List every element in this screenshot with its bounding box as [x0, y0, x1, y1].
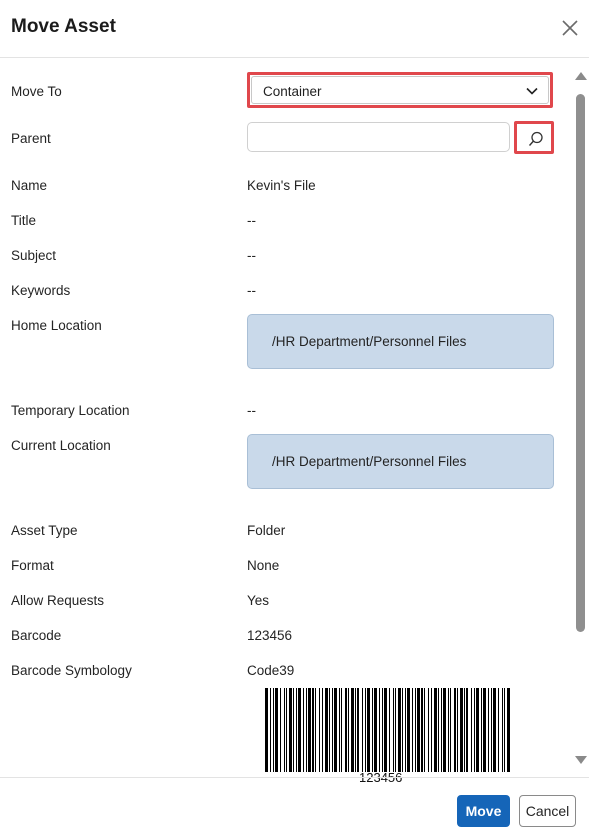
move-to-value: Container [263, 84, 322, 99]
move-to-select-field [251, 76, 549, 104]
barcode-caption: 123456 [359, 770, 403, 785]
current-location-label: Current Location [11, 438, 111, 453]
barcode-symbology-label: Barcode Symbology [11, 663, 132, 678]
close-icon [560, 18, 580, 38]
barcode-symbology-value: Code39 [247, 663, 295, 678]
barcode-value: 123456 [247, 628, 293, 643]
parent-label: Parent [11, 131, 51, 146]
dialog-title: Move Asset [11, 16, 116, 37]
move-to-select[interactable] [247, 72, 553, 108]
name-label: Name [11, 178, 48, 193]
current-location-box [247, 434, 554, 489]
current-location-value: /HR Department/Personnel Files [272, 454, 467, 469]
home-location-box [247, 314, 554, 369]
dialog-body [0, 59, 589, 785]
scrollbar[interactable] [572, 67, 589, 767]
allow-requests-value: Yes [247, 593, 270, 608]
subject-label: Subject [11, 248, 57, 263]
scroll-up-arrow-icon[interactable] [575, 72, 587, 80]
barcode-label: Barcode [11, 628, 62, 643]
home-location-label: Home Location [11, 318, 102, 333]
scroll-down-arrow-icon[interactable] [575, 756, 587, 764]
parent-search-button[interactable] [514, 121, 554, 154]
dialog-header [0, 0, 589, 58]
format-label: Format [11, 558, 54, 573]
barcode-image [265, 688, 508, 772]
move-to-label: Move To [11, 84, 62, 99]
keywords-label: Keywords [11, 283, 71, 298]
keywords-value: -- [247, 283, 256, 298]
temporary-location-value: -- [247, 403, 256, 418]
move-button[interactable]: Move [457, 795, 510, 827]
chevron-down-icon [526, 86, 538, 96]
asset-type-value: Folder [247, 523, 286, 538]
format-value: None [247, 558, 280, 573]
subject-value: -- [247, 248, 256, 263]
cancel-button[interactable]: Cancel [519, 795, 576, 827]
home-location-value: /HR Department/Personnel Files [272, 334, 467, 349]
title-label: Title [11, 213, 37, 228]
dialog-footer [0, 777, 589, 837]
parent-input[interactable] [247, 122, 510, 152]
search-icon [528, 131, 544, 147]
asset-type-label: Asset Type [11, 523, 78, 538]
temporary-location-label: Temporary Location [11, 403, 130, 418]
allow-requests-label: Allow Requests [11, 593, 105, 608]
close-button[interactable] [560, 18, 580, 38]
name-value: Kevin's File [247, 178, 316, 193]
scrollbar-thumb[interactable] [576, 94, 585, 632]
title-value: -- [247, 213, 256, 228]
